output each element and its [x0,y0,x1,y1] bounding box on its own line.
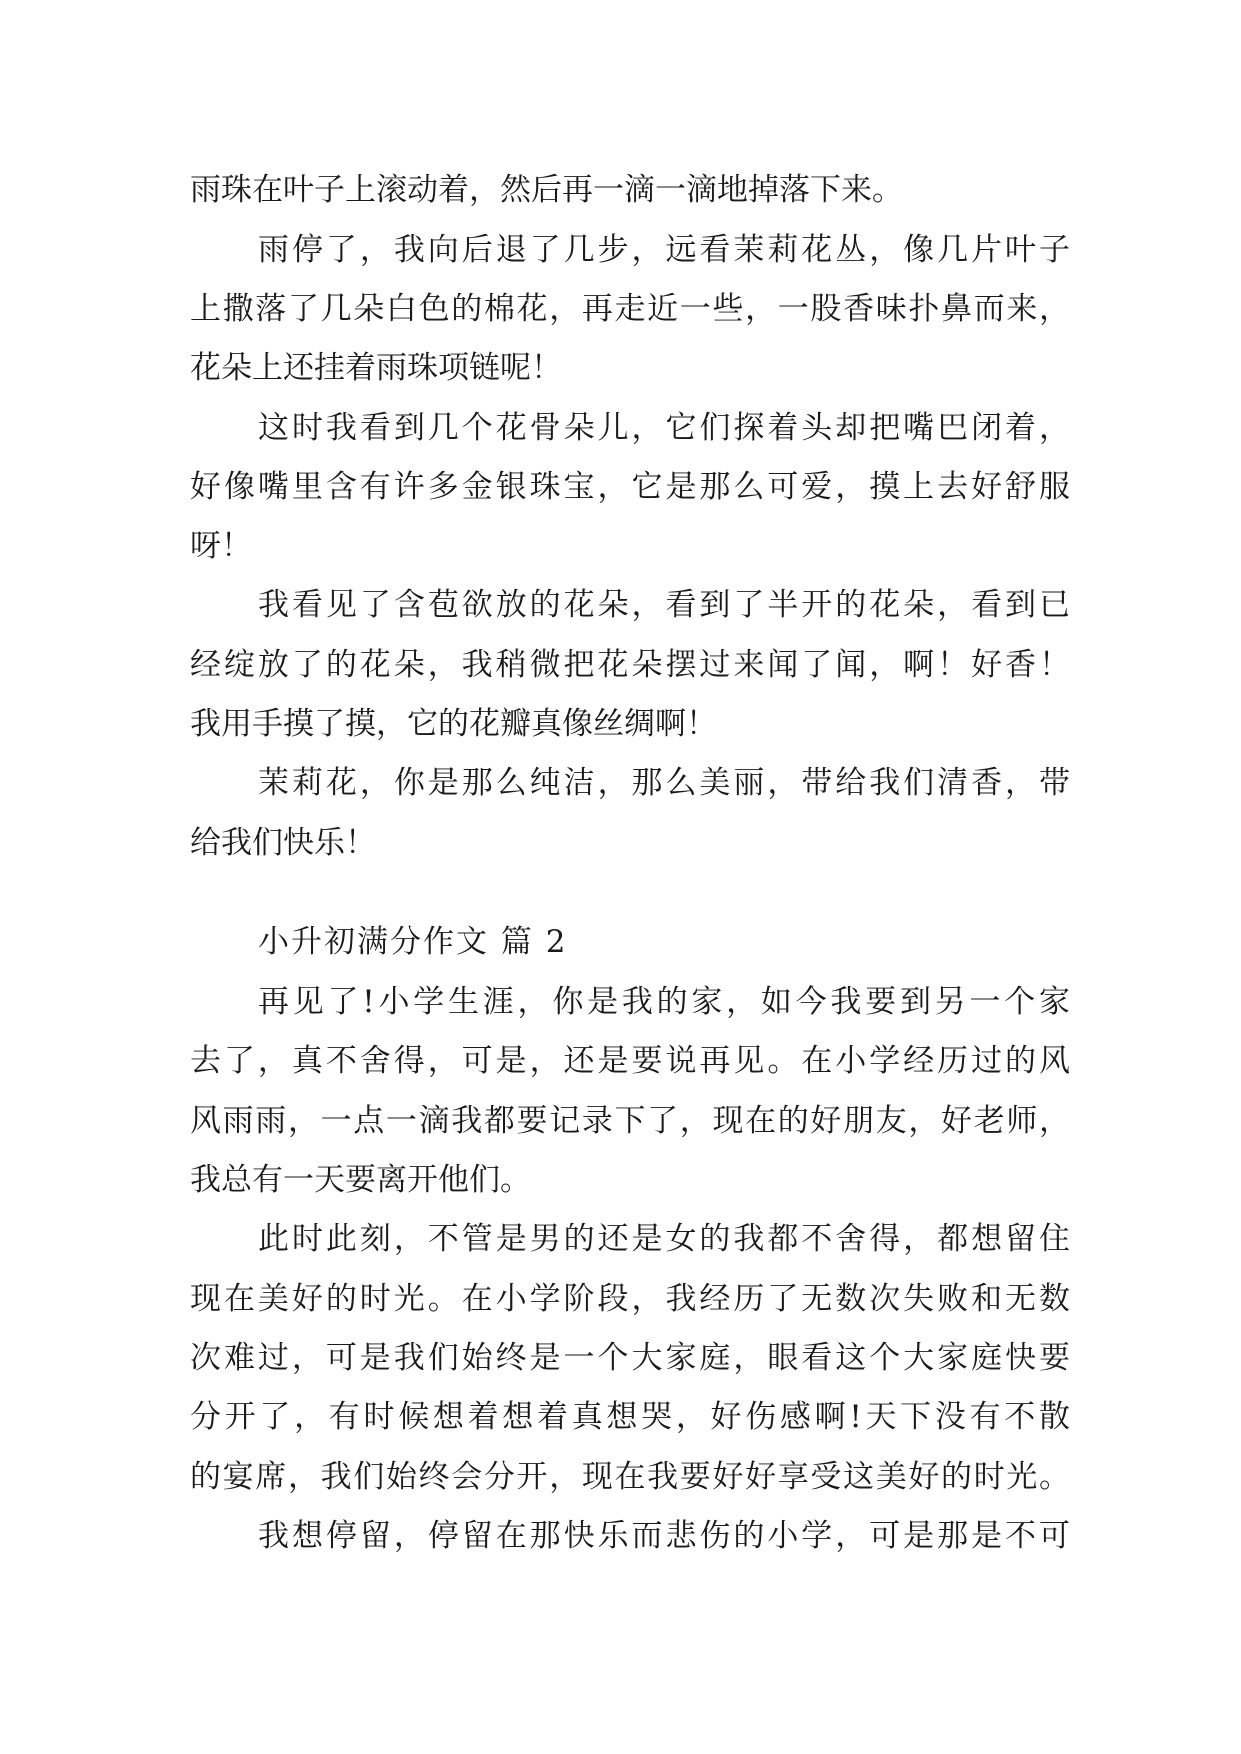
paragraph-line: 上撒落了几朵白色的棉花，再走近一些，一股香味扑鼻而来， [190,291,1070,327]
paragraph-line: 我看见了含苞欲放的花朵，看到了半开的花朵，看到已 [258,587,1070,623]
paragraph-line: 我总有一天要离开他们。 [190,1162,531,1198]
paragraph-line: 茉莉花，你是那么纯洁，那么美丽，带给我们清香，带 [258,765,1070,801]
paragraph-line: 雨珠在叶子上滚动着，然后再一滴一滴地掉落下来。 [190,172,903,208]
paragraph-line: 这时我看到几个花骨朵儿，它们探着头却把嘴巴闭着， [258,410,1070,446]
paragraph-line: 再见了!小学生涯，你是我的家，如今我要到另一个家 [258,984,1070,1020]
paragraph-line: 雨停了，我向后退了几步，远看茉莉花丛，像几片叶子 [258,232,1070,268]
paragraph-line: 风雨雨，一点一滴我都要记录下了，现在的好朋友，好老师， [190,1103,1070,1139]
paragraph-line: 经绽放了的花朵，我稍微把花朵摆过来闻了闻，啊！好香！ [190,647,1070,683]
paragraph-line: 此时此刻，不管是男的还是女的我都不舍得，都想留住 [258,1221,1070,1257]
paragraph-line: 我用手摸了摸，它的花瓣真像丝绸啊！ [190,706,717,742]
paragraph-line: 现在美好的时光。在小学阶段，我经历了无数次失败和无数 [190,1281,1070,1317]
paragraph-line: 给我们快乐！ [190,825,376,861]
section-heading: 小升初满分作文 篇 2 [258,924,568,960]
paragraph-line: 好像嘴里含有许多金银珠宝，它是那么可爱，摸上去好舒服 [190,469,1070,505]
paragraph-line: 花朵上还挂着雨珠项链呢！ [190,350,562,386]
paragraph-line: 去了，真不舍得，可是，还是要说再见。在小学经历过的风 [190,1043,1070,1079]
paragraph-line: 的宴席，我们始终会分开，现在我要好好享受这美好的时光。 [190,1459,1070,1495]
paragraph-line: 呀！ [190,528,252,564]
paragraph-line: 我想停留，停留在那快乐而悲伤的小学，可是那是不可 [258,1518,1070,1554]
paragraph-line: 次难过，可是我们始终是一个大家庭，眼看这个大家庭快要 [190,1340,1070,1376]
paragraph-line: 分开了，有时候想着想着真想哭，好伤感啊!天下没有不散 [190,1399,1070,1435]
